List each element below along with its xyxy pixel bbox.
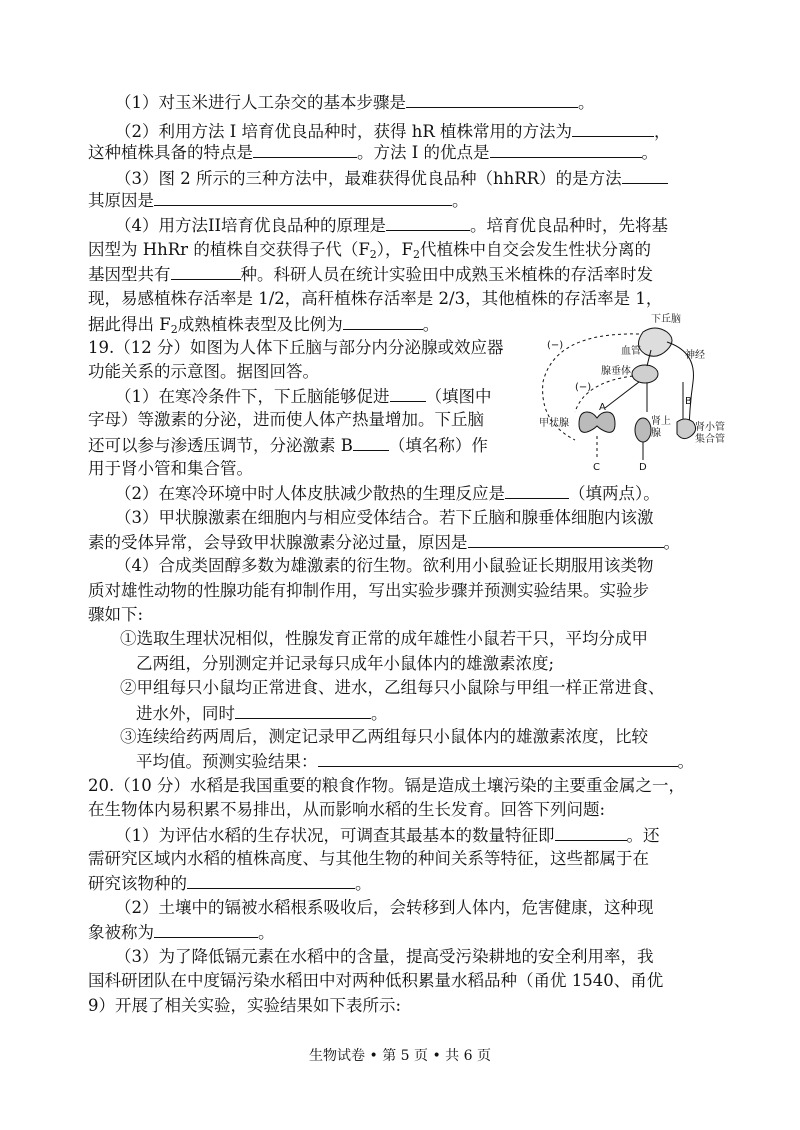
text-line: （3）图 2 所示的三种方法中，最难获得优良品种（hhRR）的是方法 (115, 168, 668, 189)
text-line: 现，易感植株存活率是 1/2，高秆植株存活率是 2/3，其他植株的存活率是 1， (88, 289, 663, 308)
text-line: 研究该物种的 。 (88, 874, 372, 893)
label-negative-1: (−) (547, 340, 564, 351)
label-D: D (639, 462, 647, 472)
label-B: B (685, 396, 692, 407)
text-line: 这种植株具备的特点是 。方法 I 的优点是 。 (88, 143, 659, 162)
label-negative-2: (−) (575, 382, 592, 393)
text-line: 进水外，同时 。 (136, 704, 388, 723)
text-line: 象被称为 。 (88, 923, 275, 942)
text-line: （2）利用方法 I 培育优良品种时，获得 hR 植株常用的方法为 ， (115, 122, 671, 141)
text-line: 基因型共有 种。科研人员在统计实验田中成熟玉米植株的存活率时发 (88, 265, 653, 284)
label-thyroid: 甲状腺 (539, 418, 569, 429)
kidney-shape (677, 419, 696, 439)
page-footer: 生物试卷 • 第 5 页 • 共 6 页 (309, 1048, 491, 1064)
step-2: ②甲组每只小鼠均正常进食、进水，乙组每只小鼠除与甲组一样正常进食、 (120, 678, 665, 697)
text-line: 在生物体内易积累不易排出，从而影响水稻的生长发育。回答下列问题: (88, 800, 606, 819)
text-line: （3）为了降低镉元素在水稻中的含量，提高受污染耕地的安全利用率，我 (115, 947, 654, 966)
adrenal-shape (635, 418, 651, 442)
step-1: ①选取生理状况相似，性腺发育正常的成年雄性小鼠若干只，平均分成甲 (120, 629, 648, 648)
text-line: 平均值。预测实验结果： 。 (136, 752, 694, 771)
text-line: （1）为评估水稻的生存状况，可调查其最基本的数量特征即 。还 (115, 826, 660, 845)
text-line: 用于肾小管和集合管。 (88, 459, 253, 478)
text-line: （2）在寒冷环境中时人体皮肤减少散热的生理反应是 （填两点）。 (115, 484, 660, 503)
text-line: 还可以参与渗透压调节，分泌激素 B （填名称）作 (88, 436, 488, 455)
text-line: 国科研团队在中度镉污染水稻田中对两种低积累量水稻品种（甬优 1540、甬优 (88, 971, 664, 990)
question-20-title: 20.（10 分）水稻是我国重要的粮食作物。镉是造成土壤污染的主要重金属之一， (88, 776, 685, 795)
thyroid-shape (579, 412, 615, 432)
label-vessel: 血管 (621, 346, 641, 357)
text-line: 素的受体异常，会导致甲状腺激素分泌过量，原因是 。 (88, 533, 680, 552)
text-line: 其原因是 。 (88, 191, 469, 210)
text-line: （4）用方法II培育优良品种的原理是 。培育优良品种时，先将基 (115, 216, 669, 235)
text-line: 乙两组，分别测定并记录每只成年小鼠体内的雄激素浓度; (136, 654, 555, 673)
text-line: 骤如下: (88, 605, 144, 624)
label-adrenal-1: 肾上 (651, 416, 671, 427)
text-line: 需研究区域内水稻的植株高度、与其他生物的种间关系等特征，这些都属于在 (88, 849, 649, 868)
text-line: 质对雄性动物的性腺功能有抑制作用，写出实验步骤并预测实验结果。实验步 (88, 581, 649, 600)
label-pituitary: 腺垂体 (601, 366, 631, 377)
pituitary-shape (632, 365, 658, 383)
text-line: （3）甲状腺激素在细胞内与相应受体结合。若下丘脑和腺垂体细胞内该激 (115, 508, 654, 527)
label-C: C (593, 462, 600, 472)
footer-subject: 生物试卷 (309, 1048, 366, 1064)
endocrine-diagram (535, 312, 735, 472)
label-A: A (599, 402, 606, 413)
text-line: （1）在寒冷条件下，下丘脑能够促进 （填图中 (115, 387, 492, 406)
text-line: 据此得出 $F_2$成熟植株表型及比例为 。 (88, 315, 440, 336)
step-3: ③连续给药两周后，测定记录甲乙两组每只小鼠体内的雄激素浓度，比较 (120, 727, 648, 746)
text-line: 9）开展了相关实验，实验结果如下表所示: (88, 996, 402, 1015)
label-nerve: 神经 (685, 350, 705, 361)
label-adrenal-2: 腺 (651, 428, 661, 439)
text-line: （2）土壤中的镉被水稻根系吸收后，会转移到人体内，危害健康，这种现 (115, 898, 654, 917)
text-line: 字母）等激素的分泌，进而使人体产热量增加。下丘脑 (88, 410, 484, 429)
text-line: （1）对玉米进行人工杂交的基本步骤是 。 (115, 93, 595, 112)
label-kidney-2: 集合管 (695, 434, 725, 445)
footer-page: 第 5 页 (382, 1048, 428, 1064)
text-line: （4）合成类固醇多数为雄激素的衍生物。欲利用小鼠验证长期服用该类物 (115, 556, 654, 575)
question-19-title: 19.（12 分）如图为人体下丘脑与部分内分泌腺或效应器 (88, 338, 504, 357)
footer-total: 共 6 页 (445, 1048, 491, 1064)
text-line: 功能关系的示意图。据图回答。 (88, 362, 319, 381)
label-hypothalamus: 下丘脑 (651, 314, 681, 325)
label-kidney-1: 肾小管 (695, 422, 725, 433)
text-line: 因型为 HhRr 的植株自交获得子代$(F_2)$，$F_2$代植株中自交会发生性状分离的 (88, 240, 651, 261)
